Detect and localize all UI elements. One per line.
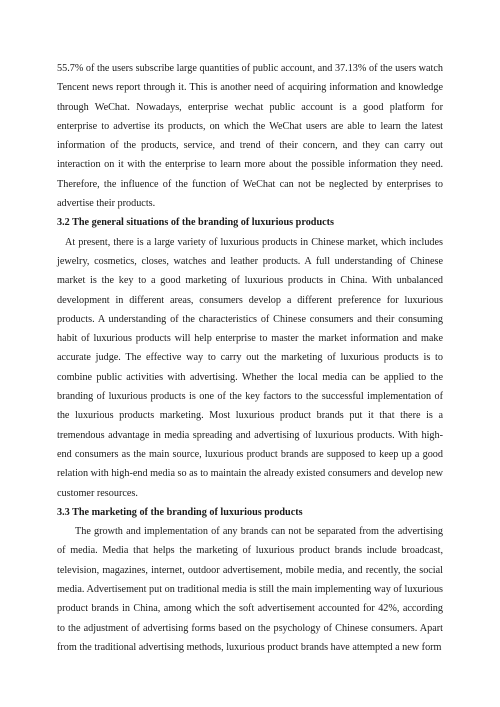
body-paragraph: The growth and implementation of any brands can not be separated from the advertising of media. Media that helps the marketing of luxurious product brands include broadcast, television, magazines, internet, outdoor advertisement, mobile media, and recently, the social media. Advertisement put on traditional media is still the main implementing way of luxurious product brands in China, among which the soft advertisement accounted for 42%, according to the adjustment of advertising forms based on the psychology of Chinese consumers. Apart from the traditional advertising methods, luxurious product brands have attempted a new form — [57, 526, 443, 653]
section-heading: 3.2 The general situations of the branding of luxurious products — [57, 217, 334, 229]
document-page — [57, 59, 443, 657]
body-paragraph: At present, there is a large variety of luxurious products in Chinese market, which includes jewelry, cosmetics, closes, watches and leather products. A full understanding of Chinese market is the key to a good marketing of luxurious products in China. With unbalanced development in different areas, consumers develop a different preference for luxurious products. A understanding of the characteristics of Chinese consumers and their consuming habit of luxurious products will help enterprise to master the market information and make accurate judge. The effective way to carry out the marketing of luxurious products is to combine public activities with advertising. Whether the local media can be applied to the branding of luxurious products is one of the key factors to the successful implementation of the luxurious products marketing. Most luxurious product brands put it that there is a tremendous advantage in media spreading and advertising of luxurious products. With high-end consumers as the main source, luxurious product brands are supposed to keep up a good relation with high-end media so as to maintain the already existed consumers and develop new customer resources. — [57, 236, 443, 499]
body-paragraph: 55.7% of the users subscribe large quantities of public account, and 37.13% of the users watch Tencent news report through it. This is another need of acquiring information and knowledge through WeChat. Nowadays, enterprise wechat public account is a good platform for enterprise to advertise its products, on which the WeChat users are able to learn the latest information of the products, service, and trend of their concern, and they can carry out interaction on it with the enterprise to learn more about the possible information they need. Therefore, the influence of the function of WeChat can not be neglected by enterprises to advertise their products. — [57, 63, 443, 210]
section-heading: 3.3 The marketing of the branding of luxurious products — [57, 506, 303, 518]
